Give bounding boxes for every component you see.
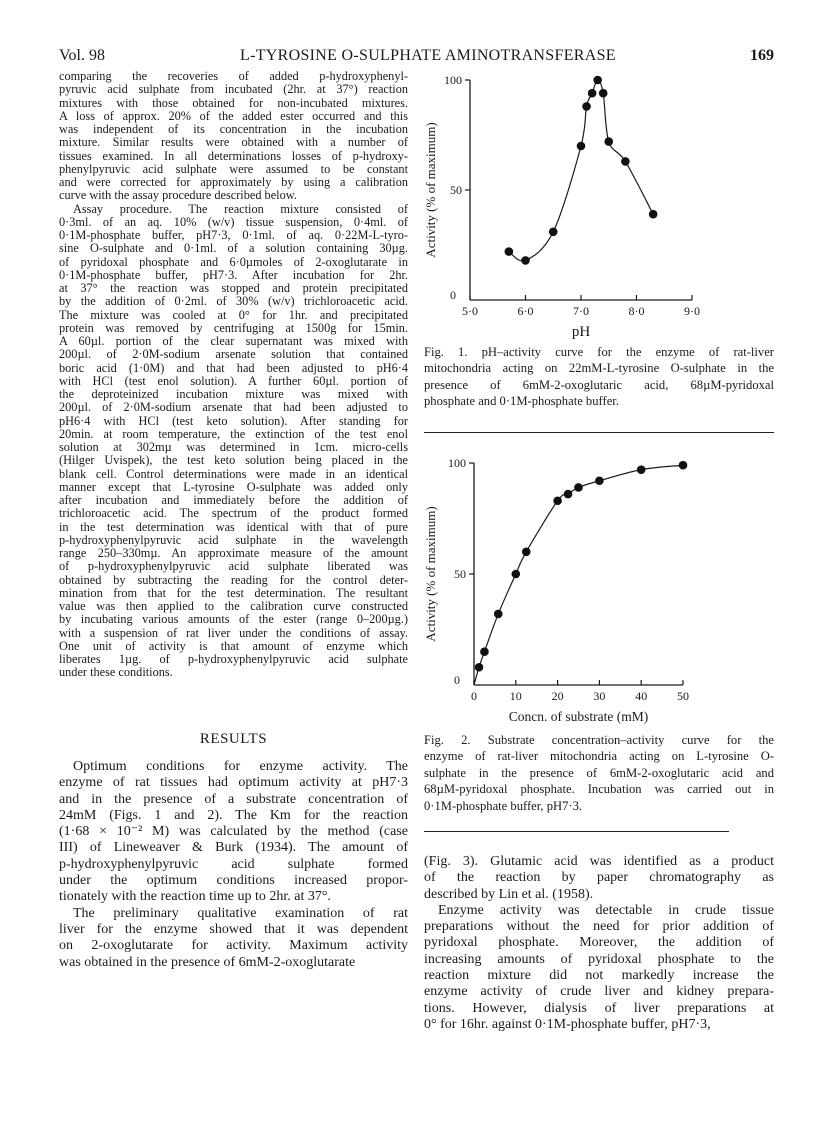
text-line: mixtures with those obtained for non-incubated mixtures. bbox=[59, 96, 408, 110]
journal-volume: Vol. 98 bbox=[59, 47, 105, 64]
y-axis-label: Activity (% of maximum) bbox=[423, 506, 438, 642]
text-line: by the addition of 0·2ml. of 30% (w/v) trichloroacetic acid. bbox=[59, 295, 408, 309]
text-line: 20min. at room temperature, the extinction of the test enol bbox=[59, 427, 408, 441]
text-line: 200µl. of 2·0M-sodium arsenate solution that contained bbox=[59, 348, 408, 362]
x-tick-label: 9·0 bbox=[684, 304, 700, 318]
text-line: described by Lin et al. (1958). bbox=[424, 886, 594, 902]
text-line: of p-hydroxyphenylpyruvic acid sulphate liberated was bbox=[59, 560, 408, 574]
text-line: pH6·4 with HCl (test keto solution). After standing for bbox=[59, 414, 408, 428]
text-line: mination from that for the test determination. The resultant bbox=[59, 586, 408, 600]
y-axis-label: Activity (% of maximum) bbox=[423, 122, 438, 258]
text-line: 24mM (Figs. 1 and 2). The Km for the reaction bbox=[59, 807, 408, 823]
text-line: 0·1M-phosphate buffer, pH7·3. After incubation for 2hr. bbox=[59, 268, 408, 282]
x-tick-label: 20 bbox=[551, 689, 564, 703]
text-line: obtained by subtracting the reading for the control deter- bbox=[59, 573, 408, 587]
text-line: of the reaction by paper chromatography as bbox=[424, 870, 774, 886]
figure-2-substrate-activity-chart bbox=[420, 450, 720, 730]
text-line: increasing amounts of pyridoxal phosphate to the bbox=[424, 951, 774, 967]
text-line: Assay procedure. The reaction mixture consisted of bbox=[73, 202, 408, 216]
text-line: The preliminary qualitative examination of rat bbox=[73, 905, 408, 921]
data-point bbox=[582, 102, 591, 111]
text-line: and were corrected for approximately by using a calibration bbox=[59, 176, 408, 189]
text-line: Enzyme activity was detectable in crude tissue bbox=[438, 902, 774, 918]
text-line: (Fig. 3). Glutamic acid was identified as a product bbox=[424, 854, 774, 869]
data-point bbox=[679, 461, 688, 470]
page-number: 169 bbox=[750, 47, 774, 64]
text-line: tions. However, dialysis of liver preparations at bbox=[424, 1000, 774, 1016]
text-line: presence of 6mM-2-oxoglutaric acid, 68µM-pyridoxal bbox=[424, 377, 774, 392]
text-line: blank cell. Control determinations were made in an identical bbox=[59, 467, 408, 481]
text-line: Optimum conditions for enzyme activity. The bbox=[73, 759, 408, 774]
data-point bbox=[593, 76, 602, 85]
paragraph-preliminary-examination bbox=[59, 906, 408, 971]
text-line: range 250–330mµ. An approximate measure of the amount bbox=[59, 547, 408, 560]
x-tick-label: 0 bbox=[471, 689, 477, 703]
text-line: curve with the assay procedure described below. bbox=[59, 189, 297, 203]
text-line: was independent of its concentration in the incubation bbox=[59, 123, 408, 136]
paragraph-recoveries bbox=[59, 70, 408, 203]
text-line: A loss of approx. 20% of the added ester occurred and this bbox=[59, 109, 408, 123]
x-tick-label: 30 bbox=[593, 689, 606, 703]
text-line: pyruvic acid sulphate from incubated (2hr. at 37°) reaction bbox=[59, 83, 408, 97]
x-tick-label: 10 bbox=[509, 689, 522, 703]
data-point bbox=[475, 663, 484, 672]
data-point bbox=[522, 548, 531, 557]
x-axis-label: pH bbox=[571, 324, 591, 340]
text-line: on 2-oxoglutarate for activity. Maximum activity bbox=[59, 938, 408, 954]
y-tick-label: 100 bbox=[444, 73, 462, 87]
x-tick-label: 7·0 bbox=[573, 304, 589, 318]
data-point bbox=[553, 496, 562, 505]
section-heading-results: RESULTS bbox=[199, 731, 268, 747]
text-line: phenylpyruvic acid sulphate were assumed to be constant bbox=[59, 162, 408, 176]
text-line: 0·1M-phosphate buffer, pH7·3. bbox=[424, 798, 583, 813]
data-point bbox=[577, 142, 586, 151]
x-axis-label: Concn. of substrate (mM) bbox=[508, 709, 649, 724]
text-line: 0·3ml. of an aq. 10% (w/v) tissue suspension, 0·4ml. of bbox=[59, 215, 408, 229]
x-tick-label: 50 bbox=[677, 689, 689, 703]
text-line: One unit of activity is that amount of enzyme which bbox=[59, 639, 408, 653]
text-line: with HCl (test enol solution). A further 60µl. portion of bbox=[59, 374, 408, 388]
data-point bbox=[549, 228, 558, 237]
x-tick-label: 8·0 bbox=[628, 304, 645, 318]
text-line: III) of Lineweaver & Burk (1934). The amount of bbox=[59, 840, 408, 856]
text-line: under these conditions. bbox=[59, 666, 173, 680]
text-line: phosphate and 0·1M-phosphate buffer. bbox=[424, 394, 619, 409]
data-point bbox=[564, 490, 573, 499]
text-line: trichloroacetic acid. The spectrum of the product formed bbox=[59, 507, 408, 521]
data-point bbox=[480, 647, 489, 656]
text-line: (1·68 × 10⁻² M) was calculated by the method (case bbox=[59, 824, 408, 840]
text-line: The mixture was cooled at 0° for 1hr. and precipitated bbox=[59, 308, 408, 322]
divider bbox=[424, 432, 774, 433]
text-line: preparations without the need for prior addition of bbox=[424, 919, 774, 935]
text-line: mixture. Similar results were obtained with a number of bbox=[59, 136, 408, 150]
data-point bbox=[604, 137, 613, 146]
data-point bbox=[595, 476, 604, 485]
data-point bbox=[588, 89, 597, 98]
text-line: 0·1M-phosphate buffer, pH7·3, 0·1ml. of aq. 0·22M-L-tyro- bbox=[59, 229, 408, 242]
text-line: after incubation and immediately before the addition of bbox=[59, 494, 408, 507]
text-line: by incubating various amounts of the ester (range 0–200µg.) bbox=[59, 613, 408, 627]
text-line: mitochondria acting on 22mM-L-tyrosine O-sulphate in the bbox=[424, 361, 774, 376]
text-line: enzyme activity of crude liver and kidney prepara- bbox=[424, 984, 774, 1000]
data-point bbox=[494, 610, 503, 619]
text-line: A 60µl. portion of the clear supernatant was mixed with bbox=[59, 335, 408, 348]
x-tick-label: 40 bbox=[635, 689, 648, 703]
data-point bbox=[505, 247, 514, 256]
y-tick-label: 50 bbox=[454, 567, 466, 581]
data-point bbox=[574, 483, 583, 492]
text-line: 68µM-pyridoxal phosphate. Incubation was carried out in bbox=[424, 782, 774, 797]
text-line: value was then applied to the calibration curve constructed bbox=[59, 600, 408, 613]
text-line: 0° for 16hr. against 0·1M-phosphate buffer, pH7·3, bbox=[424, 1016, 711, 1032]
text-line: sulphate in the presence of 6mM-2-oxoglutaric acid and bbox=[424, 765, 774, 780]
text-line: sine O-sulphate and 0·1ml. of a solution containing 30µg. bbox=[59, 242, 408, 256]
text-line: (Hilger Uvispek), the test keto solution being placed in the bbox=[59, 454, 408, 468]
text-line: tionately with the reaction time up to 2hr. at 37°. bbox=[59, 889, 331, 905]
paragraph-optimum-conditions bbox=[59, 759, 408, 906]
text-line: Fig. 1. pH–activity curve for the enzyme of rat-liver bbox=[424, 345, 774, 359]
figure-1-caption bbox=[424, 344, 774, 410]
paragraph-enzyme-activity bbox=[424, 903, 774, 1033]
data-point bbox=[512, 570, 521, 579]
running-title: L-TYROSINE O-SULPHATE AMINOTRANSFERASE bbox=[240, 47, 616, 64]
text-line: comparing the recoveries of added p-hydroxyphenyl- bbox=[59, 70, 408, 83]
y-tick-label: 100 bbox=[448, 456, 466, 470]
y-tick-label: 0 bbox=[454, 673, 460, 687]
x-tick-label: 6·0 bbox=[517, 304, 534, 318]
data-point bbox=[621, 157, 630, 166]
text-line: solution at 302mµ was determined in 1cm. micro-cells bbox=[59, 441, 408, 454]
data-point bbox=[521, 256, 530, 265]
text-line: tissues examined. In all determinations losses of p-hydroxy- bbox=[59, 149, 408, 163]
text-line: under the optimum conditions increased propor- bbox=[59, 873, 408, 889]
text-line: the deproteinized incubation mixture was mixed with bbox=[59, 388, 408, 401]
text-line: 200µl. of 2·0M-sodium arsenate that had been adjusted to bbox=[59, 401, 408, 415]
text-line: at 37° the reaction was stopped and protein precipitated bbox=[59, 282, 408, 295]
text-line: enzyme of rat tissues had optimum activity at pH7·3 bbox=[59, 775, 408, 791]
series-curve bbox=[509, 80, 653, 261]
text-line: was obtained in the presence of 6mM-2-oxoglutarate bbox=[59, 954, 356, 970]
text-line: liver for the enzyme showed that it was dependent bbox=[59, 921, 408, 937]
text-line: liberates 1µg. of p-hydroxyphenylpyruvic acid sulphate bbox=[59, 653, 408, 666]
text-line: manner except that L-tyrosine O-sulphate was added only bbox=[59, 480, 408, 494]
figure-2-caption bbox=[424, 732, 774, 814]
data-point bbox=[637, 465, 646, 474]
text-line: and in the presence of a substrate concentration of bbox=[59, 791, 408, 807]
text-line: boric acid (1·0M) and that had been adjusted to pH6·4 bbox=[59, 361, 408, 375]
x-tick-label: 5·0 bbox=[462, 304, 478, 318]
text-line: enzyme of rat-liver mitochondria acting on L-tyrosine O- bbox=[424, 749, 774, 764]
series-curve bbox=[474, 465, 683, 685]
text-line: p-hydroxyphenylpyruvic acid sulphate formed bbox=[59, 856, 408, 872]
text-line: with a suspension of rat liver under the conditions of assay. bbox=[59, 626, 408, 640]
data-point bbox=[599, 89, 608, 98]
text-line: of pyridoxal phosphate and 6·0µmoles of 2-oxoglutarate in bbox=[59, 255, 408, 269]
text-line: p-hydroxyphenylpyruvic acid sulphate in the wavelength bbox=[59, 533, 408, 547]
text-line: reaction mixture did not markedly increase the bbox=[424, 968, 774, 984]
y-tick-label: 50 bbox=[450, 183, 462, 197]
figure-1-ph-activity-chart bbox=[420, 66, 740, 342]
paragraph-assay-procedure bbox=[59, 203, 408, 680]
data-point bbox=[649, 210, 658, 219]
text-line: protein was removed by centrifuging at 1500g for 15min. bbox=[59, 321, 408, 335]
text-line: in the test determination was identical with that of pure bbox=[59, 520, 408, 534]
text-line: Fig. 2. Substrate concentration–activity curve for the bbox=[424, 733, 774, 747]
y-tick-label: 0 bbox=[450, 288, 456, 302]
paragraph-glutamic-acid bbox=[424, 854, 774, 903]
divider bbox=[424, 831, 729, 832]
text-line: pyridoxal phosphate. Moreover, the addition of bbox=[424, 935, 774, 951]
